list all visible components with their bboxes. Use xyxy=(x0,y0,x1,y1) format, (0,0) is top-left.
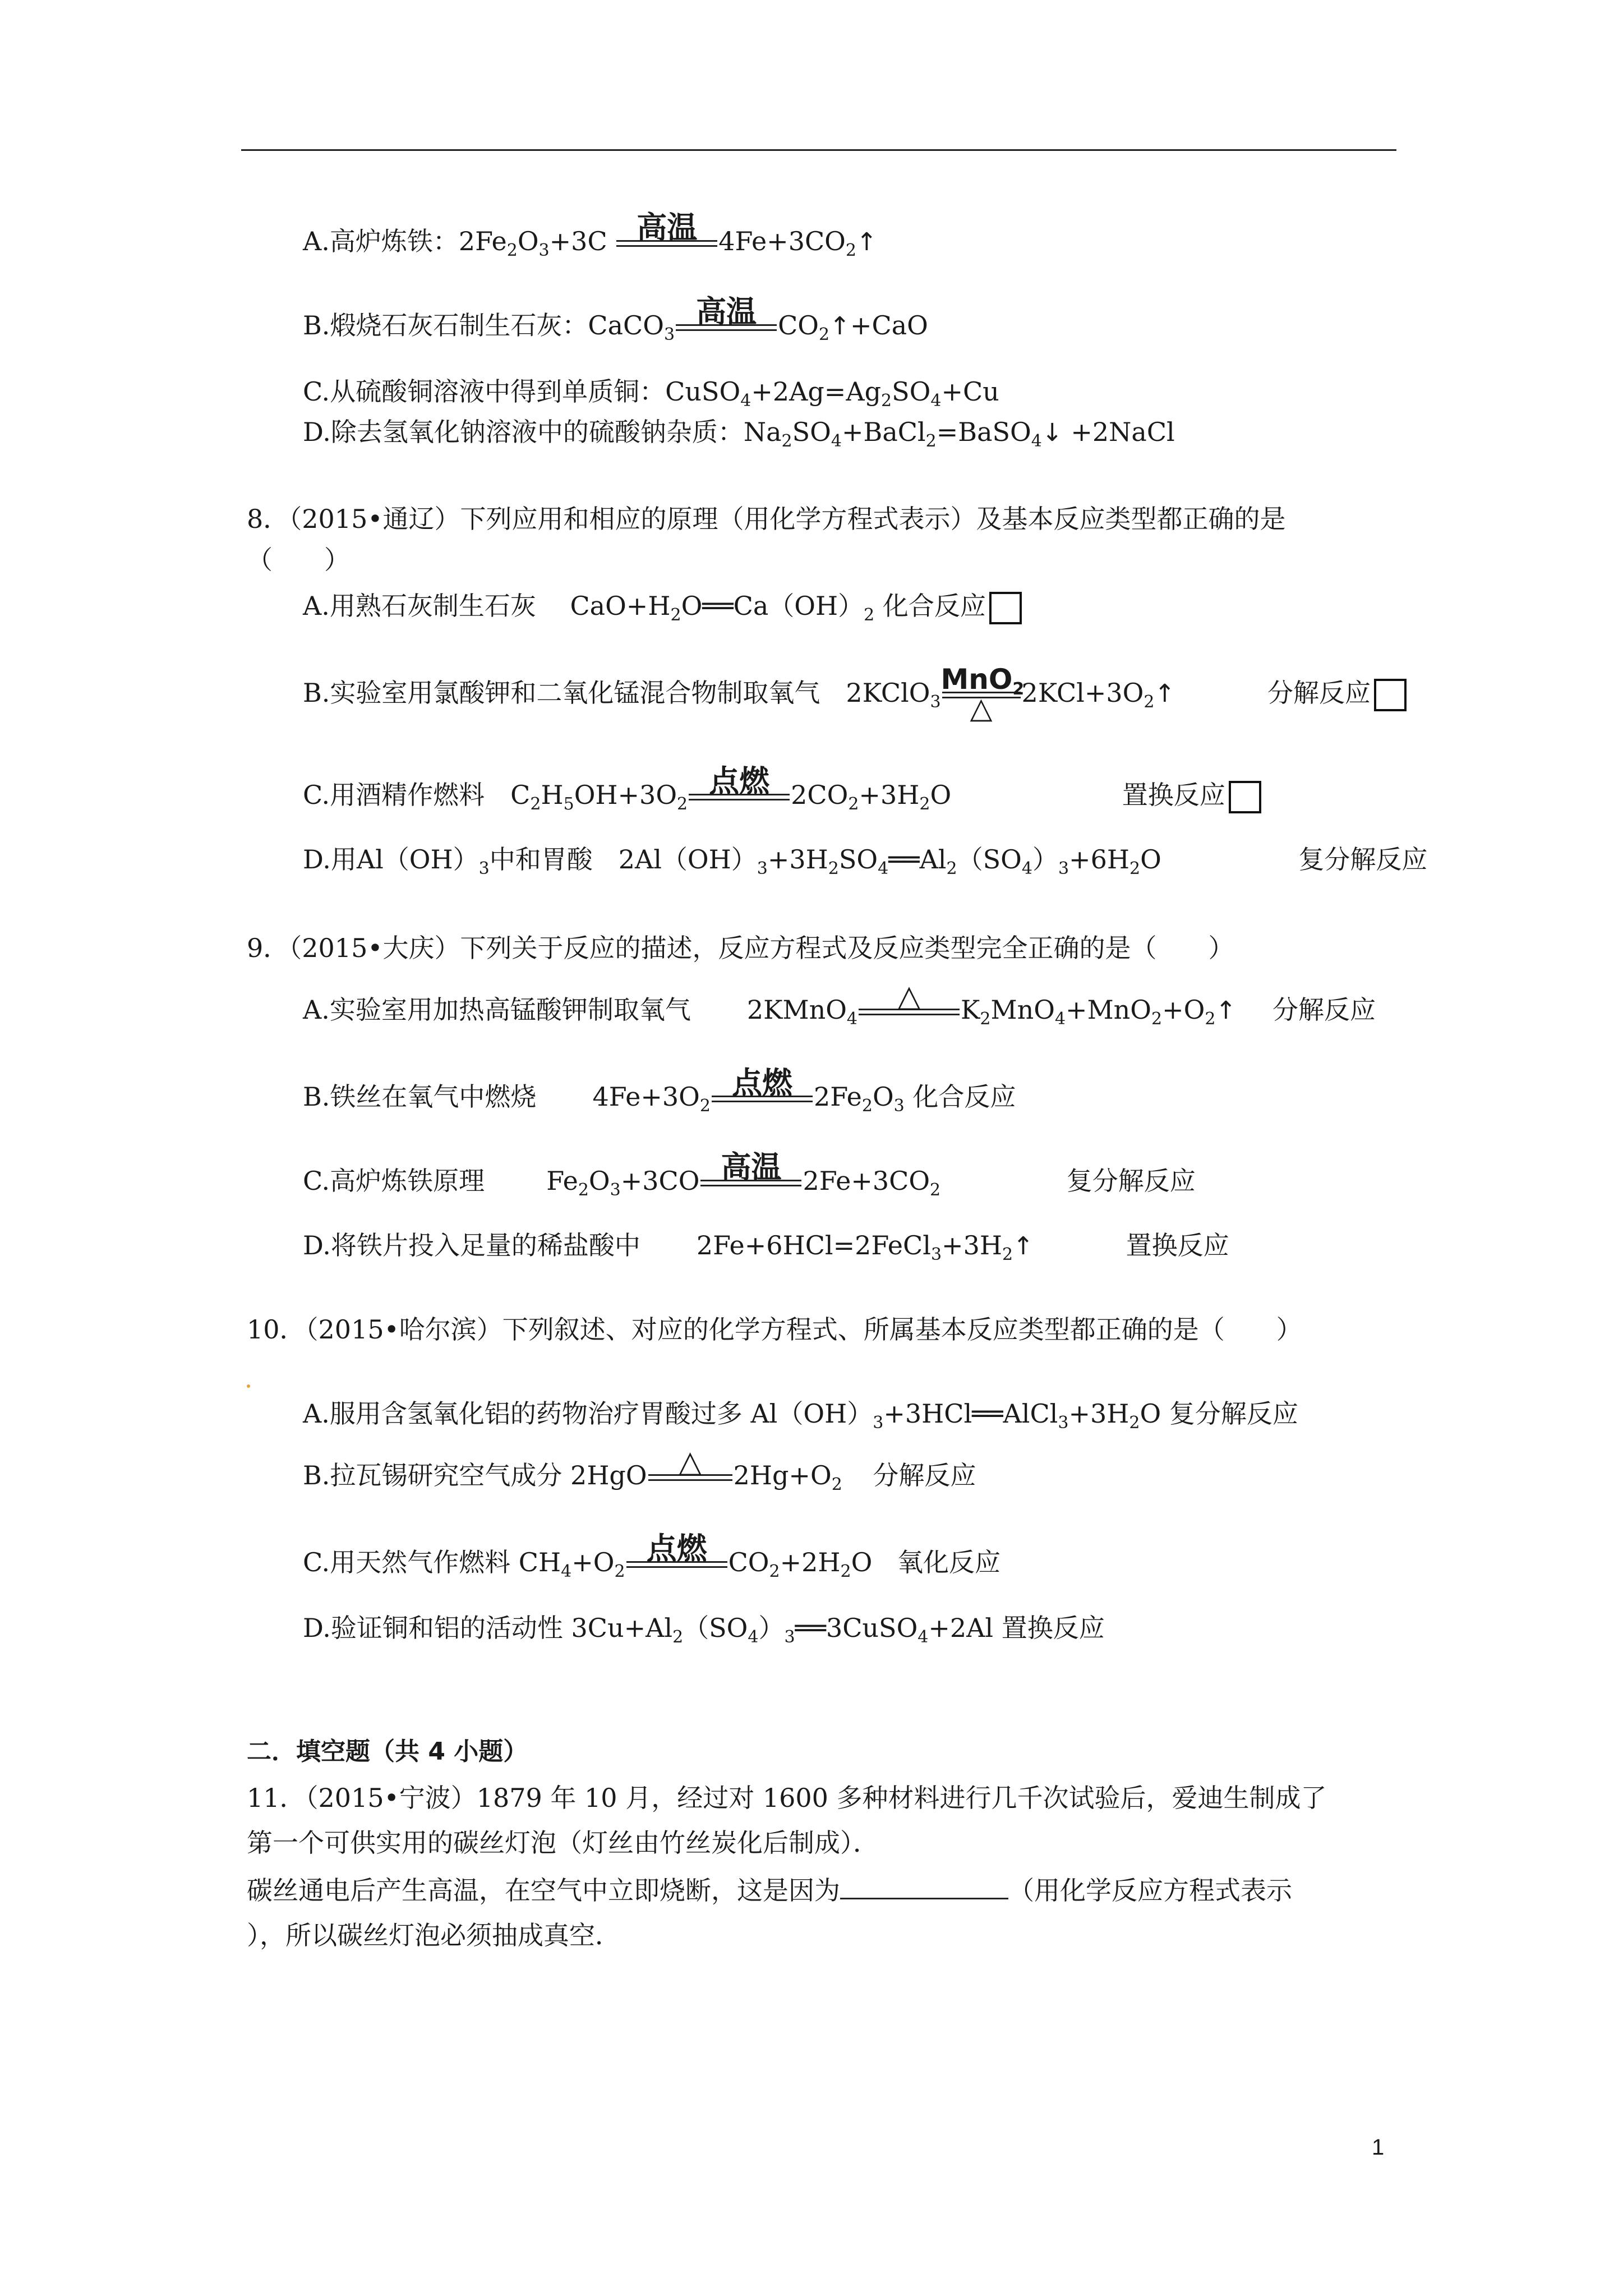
up-arrow-icon: ↑ xyxy=(1154,679,1175,708)
condition-high-temp: 高温 xyxy=(699,1164,803,1199)
q7-option-c: C.从硫酸铜溶液中得到单质铜：$CuSO_4+2Ag=Ag_2SO_4+Cu$ xyxy=(303,376,999,411)
condition-heat: △ xyxy=(857,993,961,1028)
q9-stem: 9．（2015•大庆）下列关于反应的描述，反应方程式及反应类型完全正确的是（ ） xyxy=(247,933,1234,963)
up-arrow-icon: ↑ xyxy=(856,228,877,256)
q8-option-c: C.用酒精作燃料 $C_2H_5OH+3O_2$ 点燃 $2CO_2+3H_2O$ 置换反应 xyxy=(303,778,1261,813)
q8-option-a: A.用熟石灰制生石灰 $CaO+H_2O══Ca(OH)_2$ 化合反应 xyxy=(303,589,1022,624)
q11-line-3: 碳丝通电后产生高温，在空气中立即烧断，这是因为 （用化学反应方程式表示 xyxy=(247,1875,1292,1906)
q10-option-b: B.拉瓦锡研究空气成分 2HgO △ $2Hg+O_2$ 分解反应 xyxy=(303,1444,976,1494)
q7-option-d: D.除去氢氧化钠溶液中的硫酸钠杂质：$Na_2SO_4+BaCl_2=BaSO_4↓$ +2NaCl xyxy=(303,417,1175,451)
condition-heat: △ xyxy=(647,1458,734,1493)
q10-stem: 10．（2015•哈尔滨）下列叙述、对应的化学方程式、所属基本反应类型都正确的是（ ） xyxy=(247,1314,1302,1345)
answer-checkbox[interactable] xyxy=(1229,781,1261,813)
q9-option-d: D.将铁片投入足量的稀盐酸中 $2Fe+6HCl=2FeCl_3+3H_2↑$ 置换反应 xyxy=(303,1230,1229,1264)
heat-triangle-icon: △ xyxy=(970,692,993,725)
q9-option-b: B.铁丝在氧气中燃烧 $4Fe+3O_2$ 点燃 $2Fe_2O_3$ 化合反应 xyxy=(303,1065,1016,1116)
answer-blank[interactable] xyxy=(840,1875,1008,1899)
condition-high-temp: 高温 xyxy=(615,224,718,259)
condition-high-temp: 高温 xyxy=(675,309,778,343)
q9-option-a: A.实验室用加热高锰酸钾制取氧气 2KMnO$_4$ △ $K_2MnO_4+MnO_2+O_2↑$ 分解反应 xyxy=(303,978,1376,1029)
page-number: 1 xyxy=(1372,2135,1385,2160)
q11-line-1: 11．（2015•宁波）1879 年 10 月，经过对 1600 多种材料进行几千次试验后，爱迪生制成了 xyxy=(247,1783,1327,1813)
q7-option-b: B.煅烧石灰石制生石灰：CaCO$_3$ 高温 $CO_2↑+CaO$ xyxy=(303,294,928,344)
q8-stem: 8．（2015•通辽）下列应用和相应的原理（用化学方程式表示）及基本反应类型都正确的是 xyxy=(247,504,1286,534)
q8-answer-paren: （ ） xyxy=(247,545,350,575)
answer-checkbox[interactable] xyxy=(1374,679,1407,711)
section-title: 二．填空题（共 4 小题） xyxy=(247,1737,528,1766)
q8-option-b: B.实验室用氯酸钾和二氧化锰混合物制取氧气 2KClO$_3$ MnO$_2$ △ $2KCl+3O_2↑$ 分解反应 xyxy=(303,676,1407,711)
q9-option-c: C.高炉炼铁原理 $Fe_2O_3+3CO$ 高温 $2Fe+3CO_2$ 复分解反应 xyxy=(303,1149,1196,1200)
up-arrow-icon: ↑ xyxy=(1215,996,1237,1025)
q7-option-a: A.高炉炼铁：$2Fe_2O_3+3C$ 高温 $4Fe+3CO_2↑$ xyxy=(303,210,877,260)
header-rule xyxy=(241,149,1396,151)
q10-option-c: C.用天然气作燃料 $CH_4+O_2$ 点燃 $CO_2+2H_2O$ 氧化反应 xyxy=(303,1531,1000,1581)
down-arrow-icon: ↓ xyxy=(1041,418,1063,447)
q11-line-2: 第一个可供实用的碳丝灯泡（灯丝由竹丝炭化后制成）． xyxy=(247,1828,879,1858)
q11-line-4: ），所以碳丝灯泡必须抽成真空． xyxy=(247,1920,621,1950)
answer-checkbox[interactable] xyxy=(989,592,1022,624)
condition-catalyst-heat: MnO$_2$ △ xyxy=(940,663,1025,725)
up-arrow-icon: ↑ xyxy=(829,312,850,341)
condition-ignite: 点燃 xyxy=(625,1545,728,1580)
condition-ignite: 点燃 xyxy=(711,1080,814,1115)
q10-option-d: D.验证铜和铝的活动性 $3Cu+Al_2(SO_4)_3══3CuSO_4+2Al$ 置换反应 xyxy=(303,1613,1105,1647)
q8-option-d: D.用$Al(OH)_3$中和胃酸 $2Al(OH)_3+3H_2SO_4══Al_2(SO_4)_3+6H_2O$ 复分解反应 xyxy=(303,844,1428,878)
q10-option-a: A.服用含氢氧化铝的药物治疗胃酸过多 $Al(OH)_3+3HCl══AlCl_3+3H_2O$ 复分解反应 xyxy=(303,1398,1298,1433)
condition-ignite: 点燃 xyxy=(688,778,791,813)
stray-mark xyxy=(247,1384,250,1388)
up-arrow-icon: ↑ xyxy=(1013,1232,1034,1260)
